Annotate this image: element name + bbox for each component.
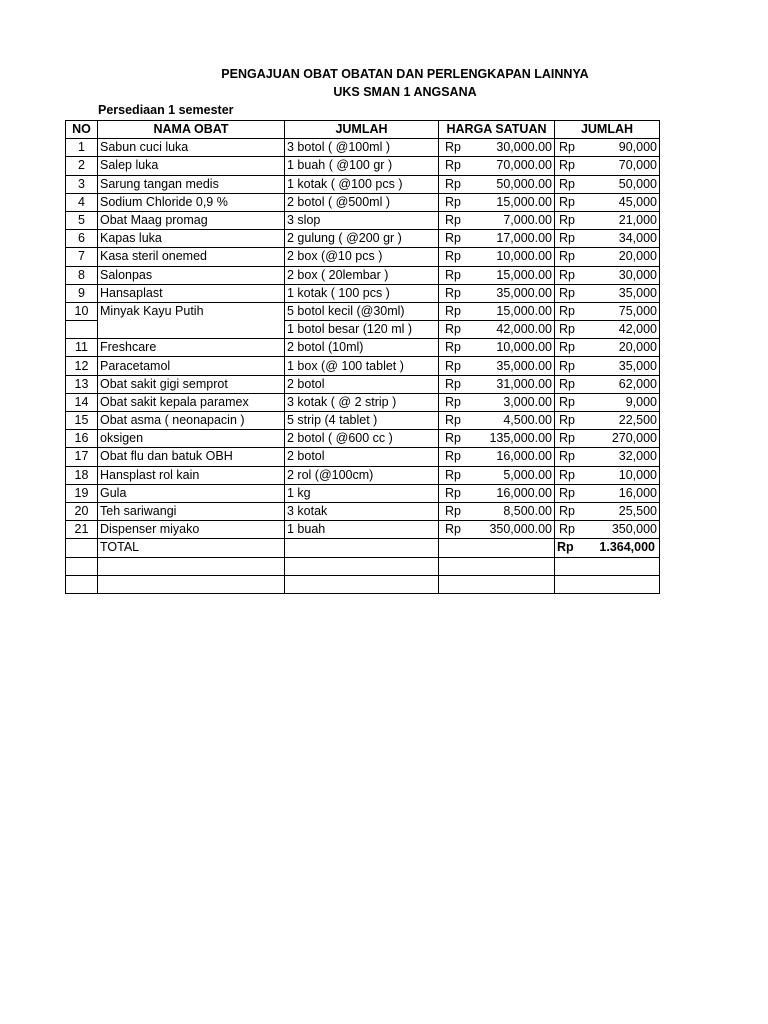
unit-price: 30,000.00	[496, 140, 552, 155]
currency-label: Rp	[559, 449, 575, 464]
item-name: Salep luka	[98, 157, 285, 175]
unit-price-cell	[439, 211, 555, 229]
line-total-cell	[555, 193, 660, 211]
line-total-cell	[555, 321, 660, 339]
total-amount: 1.364,000	[599, 540, 655, 555]
unit-price: 35,000.00	[496, 285, 552, 300]
table-row	[66, 175, 660, 193]
currency-label: Rp	[559, 413, 575, 428]
currency-label: Rp	[445, 376, 461, 391]
line-total: 350,000	[611, 522, 657, 537]
currency-label: Rp	[557, 540, 574, 555]
empty-cell	[555, 575, 660, 593]
unit-price-cell	[439, 230, 555, 248]
item-quantity: 2 rol (@100cm)	[285, 466, 439, 484]
currency-label: Rp	[559, 358, 575, 373]
row-number	[66, 321, 98, 339]
unit-price: 4,500.00	[503, 413, 552, 428]
currency-label: Rp	[559, 394, 575, 409]
currency-label: Rp	[445, 249, 461, 264]
row-number: 7	[66, 248, 98, 266]
table-row	[66, 193, 660, 211]
column-header-no: NO	[66, 121, 98, 139]
line-total-cell	[555, 302, 660, 320]
total-no-cell	[66, 539, 98, 557]
currency-label: Rp	[559, 322, 575, 337]
currency-label: Rp	[559, 522, 575, 537]
line-total-cell	[555, 230, 660, 248]
row-number: 4	[66, 193, 98, 211]
currency-label: Rp	[445, 394, 461, 409]
currency-label: Rp	[445, 358, 461, 373]
column-header-name: NAMA OBAT	[98, 121, 285, 139]
item-quantity: 1 kotak ( 100 pcs )	[285, 284, 439, 302]
line-total: 25,500	[618, 504, 657, 519]
currency-label: Rp	[445, 267, 461, 282]
unit-price: 50,000.00	[496, 176, 552, 191]
table-row	[66, 248, 660, 266]
currency-label: Rp	[445, 285, 461, 300]
line-total: 16,000	[618, 485, 657, 500]
item-name: Sabun cuci luka	[98, 139, 285, 157]
table-row	[66, 211, 660, 229]
line-total: 35,000	[618, 285, 657, 300]
currency-label: Rp	[559, 249, 575, 264]
line-total-cell	[555, 502, 660, 520]
item-quantity: 2 botol	[285, 448, 439, 466]
currency-label: Rp	[559, 231, 575, 246]
unit-price-cell	[439, 175, 555, 193]
currency-label: Rp	[445, 140, 461, 155]
line-total: 62,000	[618, 376, 657, 391]
unit-price: 10,000.00	[496, 340, 552, 355]
unit-price: 31,000.00	[496, 376, 552, 391]
table-row	[66, 339, 660, 357]
unit-price: 17,000.00	[496, 231, 552, 246]
item-name: Kasa steril onemed	[98, 248, 285, 266]
unit-price: 15,000.00	[496, 267, 552, 282]
currency-label: Rp	[445, 194, 461, 209]
item-quantity: 2 botol (10ml)	[285, 339, 439, 357]
document-subtitle-school: UKS SMAN 1 ANGSANA	[333, 85, 477, 99]
table-row	[66, 230, 660, 248]
line-total-cell	[555, 139, 660, 157]
line-total: 75,000	[618, 303, 657, 318]
empty-cell	[439, 575, 555, 593]
unit-price: 70,000.00	[496, 158, 552, 173]
currency-label: Rp	[445, 504, 461, 519]
line-total: 50,000	[618, 176, 657, 191]
currency-label: Rp	[445, 322, 461, 337]
line-total: 22,500	[618, 413, 657, 428]
item-name: Hansaplast	[98, 284, 285, 302]
line-total-cell	[555, 339, 660, 357]
item-quantity: 2 botol	[285, 375, 439, 393]
currency-label: Rp	[559, 485, 575, 500]
unit-price: 350,000.00	[489, 522, 552, 537]
row-number: 21	[66, 521, 98, 539]
unit-price: 5,000.00	[503, 467, 552, 482]
total-row	[66, 539, 660, 557]
item-name: Minyak Kayu Putih	[98, 302, 285, 320]
unit-price-cell	[439, 139, 555, 157]
table-row	[66, 266, 660, 284]
currency-label: Rp	[445, 431, 461, 446]
unit-price: 3,000.00	[503, 394, 552, 409]
currency-label: Rp	[559, 303, 575, 318]
row-number: 10	[66, 302, 98, 320]
currency-label: Rp	[445, 213, 461, 228]
item-name: Obat Maag promag	[98, 211, 285, 229]
currency-label: Rp	[559, 340, 575, 355]
row-number: 5	[66, 211, 98, 229]
row-number: 2	[66, 157, 98, 175]
column-header-total: JUMLAH	[555, 121, 660, 139]
item-name: oksigen	[98, 430, 285, 448]
line-total-cell	[555, 430, 660, 448]
row-number: 15	[66, 412, 98, 430]
empty-row	[66, 557, 660, 575]
empty-cell	[439, 557, 555, 575]
table-row	[66, 139, 660, 157]
item-quantity: 5 strip (4 tablet )	[285, 412, 439, 430]
unit-price: 15,000.00	[496, 194, 552, 209]
unit-price-cell	[439, 466, 555, 484]
row-number: 19	[66, 484, 98, 502]
line-total-cell	[555, 521, 660, 539]
empty-row	[66, 575, 660, 593]
empty-cell	[66, 575, 98, 593]
unit-price-cell	[439, 375, 555, 393]
line-total-cell	[555, 466, 660, 484]
row-number: 20	[66, 502, 98, 520]
item-quantity: 2 box ( 20lembar )	[285, 266, 439, 284]
currency-label: Rp	[445, 449, 461, 464]
line-total: 9,000	[625, 394, 657, 409]
medicine-request-table	[65, 120, 660, 594]
currency-label: Rp	[445, 340, 461, 355]
line-total: 20,000	[618, 249, 657, 264]
currency-label: Rp	[445, 522, 461, 537]
empty-cell	[66, 557, 98, 575]
unit-price-cell	[439, 393, 555, 411]
currency-label: Rp	[559, 176, 575, 191]
empty-cell	[98, 557, 285, 575]
item-name: Freshcare	[98, 339, 285, 357]
item-quantity: 1 botol besar (120 ml )	[285, 321, 439, 339]
unit-price-cell	[439, 339, 555, 357]
item-name: Sarung tangan medis	[98, 175, 285, 193]
item-name: Paracetamol	[98, 357, 285, 375]
line-total-cell	[555, 175, 660, 193]
line-total: 34,000	[618, 231, 657, 246]
total-label: TOTAL	[98, 539, 285, 557]
table-row	[66, 157, 660, 175]
row-number: 13	[66, 375, 98, 393]
currency-label: Rp	[445, 485, 461, 500]
table-row	[66, 284, 660, 302]
row-number: 9	[66, 284, 98, 302]
item-quantity: 1 box (@ 100 tablet )	[285, 357, 439, 375]
item-quantity: 1 kg	[285, 484, 439, 502]
total-amount-cell	[555, 539, 660, 557]
unit-price-cell	[439, 302, 555, 320]
line-total-cell	[555, 412, 660, 430]
item-quantity: 5 botol kecil (@30ml)	[285, 302, 439, 320]
item-name: Obat asma ( neonapacin )	[98, 412, 285, 430]
column-header-unit-price: HARGA SATUAN	[439, 121, 555, 139]
table-row	[66, 484, 660, 502]
line-total-cell	[555, 248, 660, 266]
unit-price-cell	[439, 448, 555, 466]
row-number: 11	[66, 339, 98, 357]
unit-price-cell	[439, 248, 555, 266]
currency-label: Rp	[445, 467, 461, 482]
currency-label: Rp	[559, 213, 575, 228]
item-name: Hansplast rol kain	[98, 466, 285, 484]
total-qty-cell	[285, 539, 439, 557]
unit-price-cell	[439, 521, 555, 539]
table-row	[66, 302, 660, 320]
row-number: 12	[66, 357, 98, 375]
item-quantity: 1 kotak ( @100 pcs )	[285, 175, 439, 193]
table-row	[66, 357, 660, 375]
line-total-cell	[555, 448, 660, 466]
line-total: 35,000	[618, 358, 657, 373]
unit-price: 8,500.00	[503, 504, 552, 519]
unit-price-cell	[439, 502, 555, 520]
document-title: PENGAJUAN OBAT OBATAN DAN PERLENGKAPAN LAINNYA	[221, 67, 589, 81]
unit-price-cell	[439, 357, 555, 375]
row-number: 3	[66, 175, 98, 193]
line-total-cell	[555, 484, 660, 502]
inventory-period-label: Persediaan 1 semester	[98, 103, 234, 117]
line-total: 32,000	[618, 449, 657, 464]
unit-price: 16,000.00	[496, 485, 552, 500]
row-number: 17	[66, 448, 98, 466]
unit-price: 135,000.00	[489, 431, 552, 446]
unit-price-cell	[439, 321, 555, 339]
line-total-cell	[555, 157, 660, 175]
column-header-quantity: JUMLAH	[285, 121, 439, 139]
currency-label: Rp	[445, 413, 461, 428]
item-quantity: 1 buah ( @100 gr )	[285, 157, 439, 175]
currency-label: Rp	[445, 303, 461, 318]
item-name: Obat flu dan batuk OBH	[98, 448, 285, 466]
empty-cell	[285, 575, 439, 593]
unit-price-cell	[439, 284, 555, 302]
item-quantity: 1 buah	[285, 521, 439, 539]
unit-price-cell	[439, 484, 555, 502]
item-quantity: 3 slop	[285, 211, 439, 229]
item-quantity: 2 botol ( @600 cc )	[285, 430, 439, 448]
unit-price-cell	[439, 193, 555, 211]
item-quantity: 3 botol ( @100ml )	[285, 139, 439, 157]
table-row	[66, 430, 660, 448]
item-name: Obat sakit kepala paramex	[98, 393, 285, 411]
unit-price-cell	[439, 266, 555, 284]
row-number: 14	[66, 393, 98, 411]
row-number: 16	[66, 430, 98, 448]
item-name	[98, 321, 285, 339]
item-quantity: 2 box (@10 pcs )	[285, 248, 439, 266]
table-row	[66, 412, 660, 430]
table-row	[66, 502, 660, 520]
row-number: 18	[66, 466, 98, 484]
line-total-cell	[555, 284, 660, 302]
unit-price-cell	[439, 412, 555, 430]
currency-label: Rp	[559, 194, 575, 209]
table-body	[66, 139, 660, 539]
unit-price: 7,000.00	[503, 213, 552, 228]
unit-price-cell	[439, 157, 555, 175]
empty-cell	[98, 575, 285, 593]
item-quantity: 2 gulung ( @200 gr )	[285, 230, 439, 248]
line-total: 45,000	[618, 194, 657, 209]
table-row	[66, 466, 660, 484]
line-total-cell	[555, 266, 660, 284]
line-total: 70,000	[618, 158, 657, 173]
unit-price: 35,000.00	[496, 358, 552, 373]
currency-label: Rp	[559, 467, 575, 482]
item-name: Dispenser miyako	[98, 521, 285, 539]
table-row	[66, 321, 660, 339]
table-row	[66, 448, 660, 466]
item-name: Obat sakit gigi semprot	[98, 375, 285, 393]
item-quantity: 3 kotak ( @ 2 strip )	[285, 393, 439, 411]
line-total-cell	[555, 211, 660, 229]
currency-label: Rp	[559, 504, 575, 519]
item-name: Gula	[98, 484, 285, 502]
currency-label: Rp	[559, 267, 575, 282]
table-row	[66, 375, 660, 393]
line-total-cell	[555, 357, 660, 375]
item-name: Sodium Chloride 0,9 %	[98, 193, 285, 211]
currency-label: Rp	[445, 158, 461, 173]
line-total: 10,000	[618, 467, 657, 482]
table-header-row	[66, 121, 660, 139]
item-quantity: 2 botol ( @500ml )	[285, 193, 439, 211]
row-number: 8	[66, 266, 98, 284]
line-total-cell	[555, 393, 660, 411]
unit-price: 10,000.00	[496, 249, 552, 264]
currency-label: Rp	[559, 158, 575, 173]
table-row	[66, 521, 660, 539]
unit-price: 16,000.00	[496, 449, 552, 464]
line-total: 42,000	[618, 322, 657, 337]
currency-label: Rp	[445, 176, 461, 191]
item-quantity: 3 kotak	[285, 502, 439, 520]
currency-label: Rp	[559, 376, 575, 391]
item-name: Kapas luka	[98, 230, 285, 248]
empty-cell	[285, 557, 439, 575]
currency-label: Rp	[559, 431, 575, 446]
line-total: 20,000	[618, 340, 657, 355]
item-name: Teh sariwangi	[98, 502, 285, 520]
line-total-cell	[555, 375, 660, 393]
line-total: 30,000	[618, 267, 657, 282]
currency-label: Rp	[559, 285, 575, 300]
currency-label: Rp	[445, 231, 461, 246]
unit-price: 42,000.00	[496, 322, 552, 337]
line-total: 90,000	[618, 140, 657, 155]
line-total: 21,000	[618, 213, 657, 228]
row-number: 1	[66, 139, 98, 157]
line-total: 270,000	[611, 431, 657, 446]
unit-price: 15,000.00	[496, 303, 552, 318]
empty-cell	[555, 557, 660, 575]
row-number: 6	[66, 230, 98, 248]
table-row	[66, 393, 660, 411]
currency-label: Rp	[559, 140, 575, 155]
total-price-cell	[439, 539, 555, 557]
unit-price-cell	[439, 430, 555, 448]
item-name: Salonpas	[98, 266, 285, 284]
